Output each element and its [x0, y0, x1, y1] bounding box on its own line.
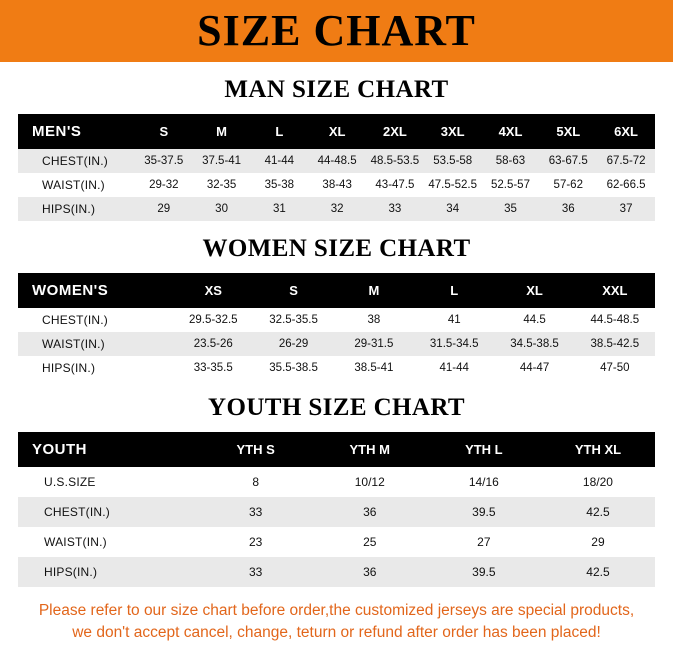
youth-waist-l: 27: [427, 527, 541, 557]
youth-waist-s: 23: [199, 527, 313, 557]
women-chest-l: 41: [414, 308, 494, 332]
men-waist-l: 35-38: [250, 173, 308, 197]
men-col-s: S: [135, 114, 193, 149]
women-row-waist-label: WAIST(IN.): [18, 332, 173, 356]
youth-hips-xl: 42.5: [541, 557, 655, 587]
women-col-xl: XL: [494, 273, 574, 308]
table-row: [18, 332, 655, 356]
men-row-waist-label: WAIST(IN.): [18, 173, 135, 197]
men-hips-3xl: 34: [424, 197, 482, 221]
women-hips-xl: 44-47: [494, 356, 574, 380]
women-chest-s: 32.5-35.5: [253, 308, 333, 332]
table-row: [18, 497, 655, 527]
women-size-table: [18, 273, 655, 380]
women-hips-xxl: 47-50: [575, 356, 655, 380]
men-chest-l: 41-44: [250, 149, 308, 173]
women-waist-m: 29-31.5: [334, 332, 414, 356]
men-col-xl: XL: [308, 114, 366, 149]
men-hips-2xl: 33: [366, 197, 424, 221]
men-waist-xl: 38-43: [308, 173, 366, 197]
women-hips-m: 38.5-41: [334, 356, 414, 380]
women-header-label: WOMEN'S: [18, 273, 173, 308]
women-hips-l: 41-44: [414, 356, 494, 380]
youth-ussize-m: 10/12: [313, 467, 427, 497]
women-waist-xxl: 38.5-42.5: [575, 332, 655, 356]
men-chest-5xl: 63-67.5: [539, 149, 597, 173]
men-table-wrap: [0, 114, 673, 221]
men-hips-l: 31: [250, 197, 308, 221]
youth-waist-xl: 29: [541, 527, 655, 557]
men-col-3xl: 3XL: [424, 114, 482, 149]
youth-row-ussize-label: U.S.SIZE: [18, 467, 199, 497]
men-waist-6xl: 62-66.5: [597, 173, 655, 197]
women-table-wrap: [0, 273, 673, 380]
women-hips-s: 35.5-38.5: [253, 356, 333, 380]
men-hips-m: 30: [193, 197, 251, 221]
youth-chest-xl: 42.5: [541, 497, 655, 527]
table-row: [18, 308, 655, 332]
women-waist-s: 26-29: [253, 332, 333, 356]
men-chest-4xl: 58-63: [482, 149, 540, 173]
youth-row-hips-label: HIPS(IN.): [18, 557, 199, 587]
women-col-s: S: [253, 273, 333, 308]
men-header-label: MEN'S: [18, 114, 135, 149]
men-chest-s: 35-37.5: [135, 149, 193, 173]
women-col-xxl: XXL: [575, 273, 655, 308]
youth-chest-s: 33: [199, 497, 313, 527]
men-chest-xl: 44-48.5: [308, 149, 366, 173]
men-size-table: [18, 114, 655, 221]
women-waist-xl: 34.5-38.5: [494, 332, 574, 356]
men-chest-6xl: 67.5-72: [597, 149, 655, 173]
men-hips-s: 29: [135, 197, 193, 221]
men-waist-3xl: 47.5-52.5: [424, 173, 482, 197]
men-waist-m: 32-35: [193, 173, 251, 197]
footer-note: [0, 600, 673, 645]
women-hips-xs: 33-35.5: [173, 356, 253, 380]
men-col-l: L: [250, 114, 308, 149]
women-col-xs: XS: [173, 273, 253, 308]
men-col-2xl: 2XL: [366, 114, 424, 149]
table-row: [18, 467, 655, 497]
men-waist-s: 29-32: [135, 173, 193, 197]
women-section-heading: WOMEN SIZE CHART: [202, 235, 471, 262]
youth-chest-l: 39.5: [427, 497, 541, 527]
men-table-head: [18, 114, 655, 149]
youth-ussize-l: 14/16: [427, 467, 541, 497]
youth-section-heading: YOUTH SIZE CHART: [208, 394, 465, 421]
youth-size-table: [18, 432, 655, 587]
women-waist-l: 31.5-34.5: [414, 332, 494, 356]
youth-col-l: YTH L: [427, 432, 541, 467]
youth-col-s: YTH S: [199, 432, 313, 467]
youth-table-wrap: [0, 432, 673, 587]
youth-header-label: YOUTH: [18, 432, 199, 467]
youth-col-m: YTH M: [313, 432, 427, 467]
youth-ussize-xl: 18/20: [541, 467, 655, 497]
page-title: SIZE CHART: [197, 6, 476, 55]
youth-row-waist-label: WAIST(IN.): [18, 527, 199, 557]
men-hips-6xl: 37: [597, 197, 655, 221]
page-banner: [0, 0, 673, 62]
men-col-6xl: 6XL: [597, 114, 655, 149]
men-col-5xl: 5XL: [539, 114, 597, 149]
men-waist-2xl: 43-47.5: [366, 173, 424, 197]
youth-chest-m: 36: [313, 497, 427, 527]
women-col-m: M: [334, 273, 414, 308]
youth-hips-l: 39.5: [427, 557, 541, 587]
youth-hips-s: 33: [199, 557, 313, 587]
men-row-chest-label: CHEST(IN.): [18, 149, 135, 173]
women-chest-xs: 29.5-32.5: [173, 308, 253, 332]
women-row-chest-label: CHEST(IN.): [18, 308, 173, 332]
men-chest-2xl: 48.5-53.5: [366, 149, 424, 173]
table-row: [18, 527, 655, 557]
table-header-row: [18, 273, 655, 308]
table-row: [18, 149, 655, 173]
men-col-4xl: 4XL: [482, 114, 540, 149]
women-chest-xl: 44.5: [494, 308, 574, 332]
table-row: [18, 356, 655, 380]
table-row: [18, 173, 655, 197]
youth-waist-m: 25: [313, 527, 427, 557]
men-col-m: M: [193, 114, 251, 149]
footer-note-line1: Please refer to our size chart before order,the customized jerseys are special products,: [38, 602, 635, 619]
table-row: [18, 557, 655, 587]
men-waist-5xl: 57-62: [539, 173, 597, 197]
table-row: [18, 197, 655, 221]
footer-note-line2: we don't accept cancel, change, teturn or refund after order has been placed!: [72, 624, 601, 642]
women-table-head: [18, 273, 655, 308]
women-chest-m: 38: [334, 308, 414, 332]
women-chest-xxl: 44.5-48.5: [575, 308, 655, 332]
women-waist-xs: 23.5-26: [173, 332, 253, 356]
women-row-hips-label: HIPS(IN.): [18, 356, 173, 380]
table-header-row: [18, 114, 655, 149]
youth-ussize-s: 8: [199, 467, 313, 497]
men-row-hips-label: HIPS(IN.): [18, 197, 135, 221]
men-table-body: [18, 149, 655, 221]
men-hips-4xl: 35: [482, 197, 540, 221]
men-hips-xl: 32: [308, 197, 366, 221]
youth-table-body: [18, 467, 655, 587]
table-header-row: [18, 432, 655, 467]
youth-table-head: [18, 432, 655, 467]
youth-hips-m: 36: [313, 557, 427, 587]
men-chest-m: 37.5-41: [193, 149, 251, 173]
men-hips-5xl: 36: [539, 197, 597, 221]
men-chest-3xl: 53.5-58: [424, 149, 482, 173]
youth-col-xl: YTH XL: [541, 432, 655, 467]
men-section-heading: MAN SIZE CHART: [224, 76, 449, 103]
youth-row-chest-label: CHEST(IN.): [18, 497, 199, 527]
women-table-body: [18, 308, 655, 380]
women-col-l: L: [414, 273, 494, 308]
men-waist-4xl: 52.5-57: [482, 173, 540, 197]
